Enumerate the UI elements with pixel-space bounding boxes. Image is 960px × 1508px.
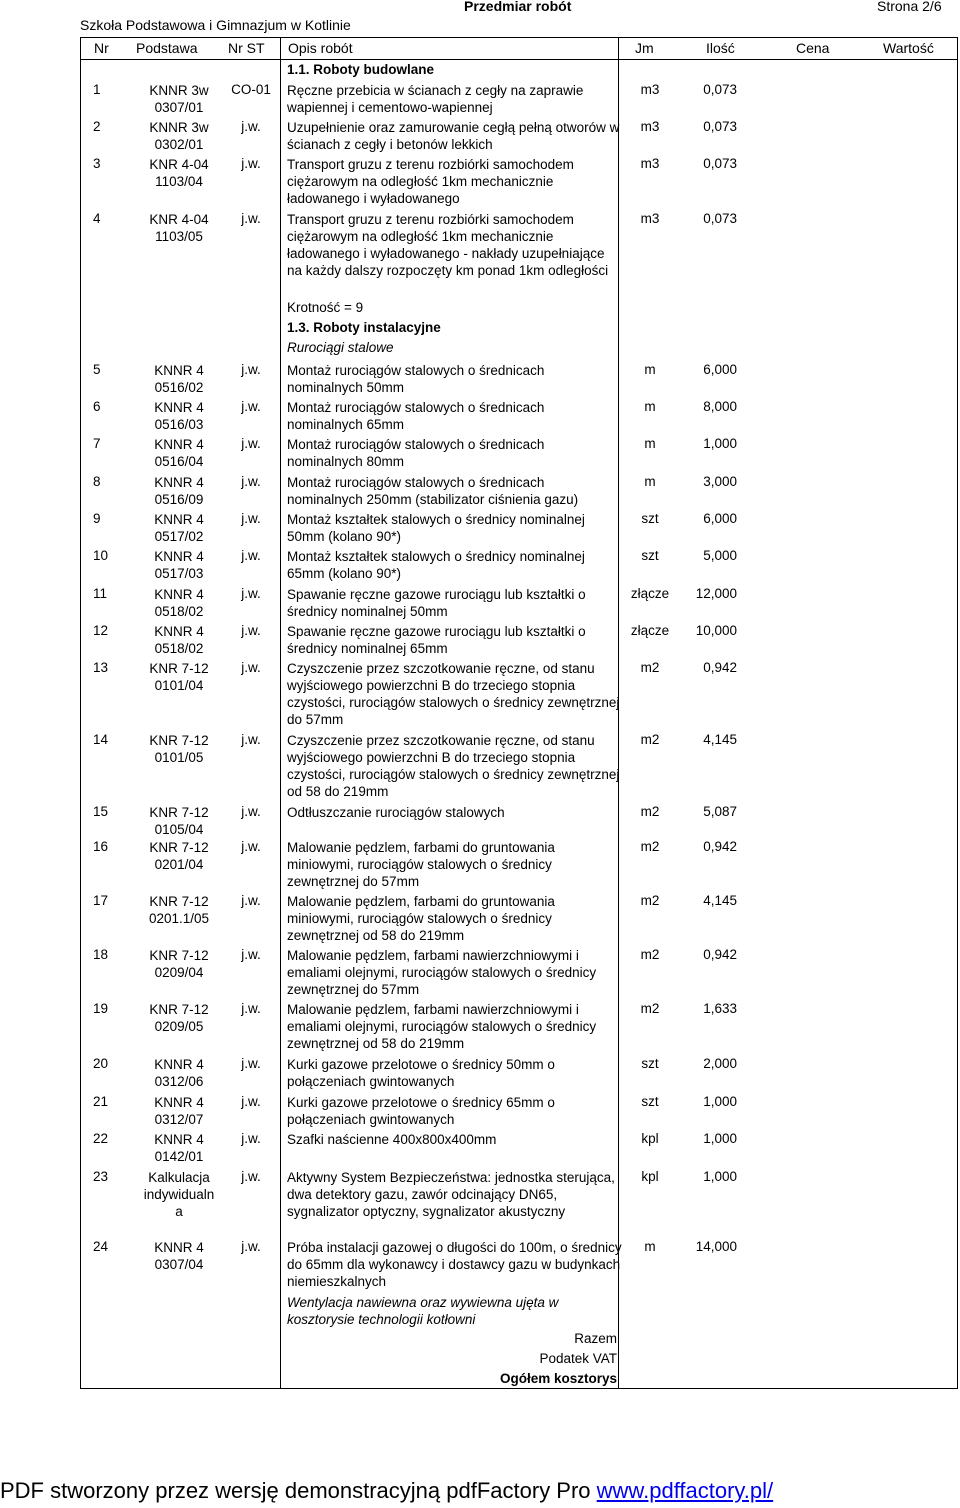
item-unit: m <box>644 436 656 451</box>
item-description: Spawanie ręczne gazowe rurociągu lub kształtki o średnicy nominalnej 50mm <box>287 587 586 619</box>
vat-label: Podatek VAT <box>539 1351 617 1366</box>
item-spec-number: j.w. <box>241 1056 261 1071</box>
item-spec-number: j.w. <box>241 839 261 854</box>
item-number: 9 <box>93 511 101 526</box>
item-number: 15 <box>93 804 109 819</box>
item-spec-number: j.w. <box>241 804 261 819</box>
item-spec-number: j.w. <box>241 1239 261 1254</box>
item-spec-number: j.w. <box>241 474 261 489</box>
item-description: Malowanie pędzlem, farbami nawierzchniowymi i emaliami olejnymi, rurociągów stalowych o średnicy zewnętrznej do 57mm <box>287 948 597 997</box>
item-description: Ręczne przebicia w ścianach z cegły na zaprawie wapiennej i cementowo-wapiennej <box>287 83 584 115</box>
item-quantity: 4,145 <box>703 893 737 908</box>
item-basis: KNR 7-12 0101/04 <box>149 661 209 693</box>
item-number: 24 <box>93 1239 109 1254</box>
item-quantity: 5,087 <box>703 804 737 819</box>
item-number: 14 <box>93 732 109 747</box>
item-unit: m2 <box>640 947 660 962</box>
item-description: Transport gruzu z terenu rozbiórki samochodem ciężarowym na odległość 1km mechanicznie ładowanego i wyładowanego <box>287 157 574 206</box>
item-number: 21 <box>93 1094 109 1109</box>
col-header-podstawa: Podstawa <box>136 40 198 56</box>
item-spec-number: j.w. <box>241 511 261 526</box>
item-description: Kurki gazowe przelotowe o średnicy 50mm o połączeniach gwintowanych <box>287 1057 555 1089</box>
note-text: Wentylacja nawiewna oraz wywiewna ujęta w kosztorysie technologii kotłowni <box>287 1295 559 1327</box>
item-quantity: 0,942 <box>703 660 737 675</box>
item-quantity: 4,145 <box>703 732 737 747</box>
item-unit: szt <box>641 511 659 526</box>
item-description: Montaż rurociągów stalowych o średnicach nominalnych 65mm <box>287 400 545 432</box>
item-basis: KNR 4-04 1103/04 <box>149 157 209 189</box>
col-header-opis: Opis robót <box>288 40 353 56</box>
item-unit: m <box>644 1239 656 1254</box>
item-number: 6 <box>93 399 101 414</box>
item-number: 7 <box>93 436 101 451</box>
item-number: 8 <box>93 474 101 489</box>
item-basis: KNNR 4 0312/06 <box>154 1057 204 1089</box>
item-description: Spawanie ręczne gazowe rurociągu lub kształtki o średnicy nominalnej 65mm <box>287 624 586 656</box>
multiplier-text: Krotność = 9 <box>287 300 364 315</box>
document-title: Przedmiar robót <box>464 0 572 14</box>
item-unit: złącze <box>630 623 670 638</box>
item-unit: szt <box>641 1094 659 1109</box>
item-spec-number: j.w. <box>241 436 261 451</box>
item-spec-number: CO-01 <box>231 82 271 97</box>
col-header-nr: Nr <box>94 40 109 56</box>
item-quantity: 6,000 <box>703 511 737 526</box>
item-quantity: 3,000 <box>703 474 737 489</box>
item-spec-number: j.w. <box>241 1094 261 1109</box>
item-unit: złącze <box>630 586 670 601</box>
item-number: 5 <box>93 362 101 377</box>
item-quantity: 8,000 <box>703 399 737 414</box>
item-description: Malowanie pędzlem, farbami do gruntowania miniowymi, rurociągów stalowych o średnicy zewnętrznej od 58 do 219mm <box>287 894 555 943</box>
item-spec-number: j.w. <box>241 1131 261 1146</box>
item-number: 4 <box>93 211 101 226</box>
item-basis: KNR 7-12 0209/04 <box>149 948 209 980</box>
item-unit: m2 <box>640 804 660 819</box>
item-unit: m3 <box>640 211 660 226</box>
item-basis: KNR 7-12 0101/05 <box>149 733 209 765</box>
item-quantity: 0,073 <box>703 82 737 97</box>
item-description: Montaż rurociągów stalowych o średnicach nominalnych 80mm <box>287 437 545 469</box>
item-description: Szafki naścienne 400x800x400mm <box>287 1132 497 1147</box>
item-basis: KNNR 4 0516/09 <box>154 475 204 507</box>
header-divider <box>81 59 957 60</box>
item-quantity: 5,000 <box>703 548 737 563</box>
item-number: 18 <box>93 947 109 962</box>
item-basis: KNR 7-12 0209/05 <box>149 1002 209 1034</box>
cost-estimate-table <box>80 37 958 1389</box>
item-basis: KNNR 4 0517/03 <box>154 549 204 581</box>
item-basis: KNNR 4 0307/04 <box>154 1240 204 1272</box>
item-description: Czyszczenie przez szczotkowanie ręczne, od stanu wyjściowego powierzchni B do trzeciego stopnia czystości, rurociągów stalowych o średnicy zewnętrznej do 57mm <box>287 661 620 727</box>
item-quantity: 1,633 <box>703 1001 737 1016</box>
item-spec-number: j.w. <box>241 156 261 171</box>
item-description: Uzupełnienie oraz zamurowanie cegłą pełną otworów w ścianach z cegły i betonów lekkich <box>287 120 620 152</box>
item-basis: KNNR 4 0516/02 <box>154 363 204 395</box>
col-header-wartosc: Wartość <box>883 40 934 56</box>
item-number: 22 <box>93 1131 109 1146</box>
item-basis: KNNR 3w 0307/01 <box>149 83 209 115</box>
page-number: Strona 2/6 <box>877 0 942 14</box>
footer-link[interactable]: www.pdffactory.pl/ <box>596 1478 774 1503</box>
item-unit: szt <box>641 548 659 563</box>
item-basis: KNNR 4 0312/07 <box>154 1095 204 1127</box>
item-unit: m2 <box>640 839 660 854</box>
item-basis: KNNR 4 0517/02 <box>154 512 204 544</box>
item-quantity: 0,073 <box>703 119 737 134</box>
item-spec-number: j.w. <box>241 586 261 601</box>
item-description: Próba instalacji gazowej o długości do 100m, o średnicy do 65mm dla wykonawcy i dostawcy gazu w budynkach niemieszkalnych <box>287 1240 622 1289</box>
item-description: Odtłuszczanie rurociągów stalowych <box>287 805 505 820</box>
col-header-jm: Jm <box>635 40 654 56</box>
item-description: Malowanie pędzlem, farbami nawierzchniowymi i emaliami olejnymi, rurociągów stalowych o średnicy zewnętrznej od 58 do 219mm <box>287 1002 597 1051</box>
item-unit: m2 <box>640 893 660 908</box>
item-description: Montaż rurociągów stalowych o średnicach nominalnych 50mm <box>287 363 545 395</box>
item-basis: KNR 7-12 0201/04 <box>149 840 209 872</box>
item-unit: kpl <box>641 1169 659 1184</box>
item-quantity: 1,000 <box>703 1094 737 1109</box>
item-unit: m3 <box>640 119 660 134</box>
item-description: Montaż rurociągów stalowych o średnicach nominalnych 250mm (stabilizator ciśnienia gazu) <box>287 475 579 507</box>
item-unit: kpl <box>641 1131 659 1146</box>
item-unit: m2 <box>640 732 660 747</box>
subsection-title: Rurociągi stalowe <box>287 340 394 355</box>
item-number: 16 <box>93 839 109 854</box>
item-basis: KNR 4-04 1103/05 <box>149 212 209 244</box>
item-unit: m2 <box>640 1001 660 1016</box>
item-unit: m3 <box>640 82 660 97</box>
col-header-nr-st: Nr ST <box>228 40 265 56</box>
footer-text: PDF stworzony przez wersję demonstracyjną pdfFactory Pro <box>0 1478 597 1503</box>
item-quantity: 12,000 <box>695 586 737 601</box>
item-basis: KNNR 4 0516/03 <box>154 400 204 432</box>
item-spec-number: j.w. <box>241 732 261 747</box>
item-basis: Kalkulacja indywidualn a <box>143 1170 215 1219</box>
item-unit: m2 <box>640 660 660 675</box>
item-unit: m3 <box>640 156 660 171</box>
item-basis: KNNR 4 0516/04 <box>154 437 204 469</box>
item-spec-number: j.w. <box>241 893 261 908</box>
item-number: 12 <box>93 623 109 638</box>
school-name: Szkoła Podstawowa i Gimnazjum w Kotlinie <box>80 17 351 33</box>
item-number: 23 <box>93 1169 109 1184</box>
sum-label: Razem <box>574 1331 617 1346</box>
item-basis: KNR 7-12 0201.1/05 <box>148 894 210 926</box>
item-basis: KNNR 4 0518/02 <box>154 624 204 656</box>
item-spec-number: j.w. <box>241 623 261 638</box>
item-quantity: 1,000 <box>703 1169 737 1184</box>
item-unit: m <box>644 474 656 489</box>
total-label: Ogółem kosztorys <box>499 1371 617 1386</box>
item-spec-number: j.w. <box>241 947 261 962</box>
item-number: 3 <box>93 156 101 171</box>
item-spec-number: j.w. <box>241 660 261 675</box>
item-quantity: 0,942 <box>703 947 737 962</box>
item-description: Czyszczenie przez szczotkowanie ręczne, od stanu wyjściowego powierzchni B do trzeciego stopnia czystości, rurociągów stalowych o średnicy zewnętrznej od 58 do 219mm <box>287 733 620 799</box>
item-quantity: 1,000 <box>703 436 737 451</box>
item-basis: KNNR 4 0518/02 <box>154 587 204 619</box>
item-description: Montaż kształtek stalowych o średnicy nominalnej 65mm (kolano 90*) <box>287 549 585 581</box>
item-quantity: 2,000 <box>703 1056 737 1071</box>
item-quantity: 10,000 <box>695 623 737 638</box>
section-title: 1.3. Roboty instalacyjne <box>287 320 441 335</box>
item-unit: m <box>644 399 656 414</box>
item-spec-number: j.w. <box>241 548 261 563</box>
item-description: Malowanie pędzlem, farbami do gruntowania miniowymi, rurociągów stalowych o średnicy zewnętrznej do 57mm <box>287 840 555 889</box>
item-basis: KNR 7-12 0105/04 <box>149 805 209 837</box>
item-number: 2 <box>93 119 101 134</box>
item-number: 13 <box>93 660 109 675</box>
item-quantity: 0,942 <box>703 839 737 854</box>
item-number: 11 <box>93 586 108 601</box>
item-quantity: 1,000 <box>703 1131 737 1146</box>
item-quantity: 0,073 <box>703 156 737 171</box>
col-header-cena: Cena <box>796 40 830 56</box>
column-divider <box>280 38 281 1388</box>
item-number: 1 <box>93 82 101 97</box>
item-description: Montaż kształtek stalowych o średnicy nominalnej 50mm (kolano 90*) <box>287 512 585 544</box>
item-spec-number: j.w. <box>241 1001 261 1016</box>
item-spec-number: j.w. <box>241 362 261 377</box>
item-quantity: 14,000 <box>695 1239 737 1254</box>
item-quantity: 6,000 <box>703 362 737 377</box>
item-spec-number: j.w. <box>241 399 261 414</box>
item-number: 17 <box>93 893 109 908</box>
item-description: Kurki gazowe przelotowe o średnicy 65mm o połączeniach gwintowanych <box>287 1095 555 1127</box>
item-number: 19 <box>93 1001 109 1016</box>
item-number: 10 <box>93 548 109 563</box>
section-title: 1.1. Roboty budowlane <box>287 62 435 77</box>
item-number: 20 <box>93 1056 109 1071</box>
item-basis: KNNR 3w 0302/01 <box>149 120 209 152</box>
item-description: Aktywny System Bezpieczeństwa: jednostka sterująca, dwa detektory gazu, zawór odcinający DN65, sygnalizator optyczny, sygnalizator akustyczny <box>287 1170 615 1219</box>
item-description: Transport gruzu z terenu rozbiórki samochodem ciężarowym na odległość 1km mechanicznie ładowanego i wyładowanego - nakłady uzupełniające na każdy dalszy rozpoczęty km ponad 1km odległości <box>287 212 609 278</box>
col-header-ilosc: Ilość <box>706 40 735 56</box>
item-unit: m <box>644 362 656 377</box>
footer-watermark <box>0 1478 773 1504</box>
item-spec-number: j.w. <box>241 1169 261 1184</box>
item-spec-number: j.w. <box>241 211 261 226</box>
item-spec-number: j.w. <box>241 119 261 134</box>
item-quantity: 0,073 <box>703 211 737 226</box>
item-basis: KNNR 4 0142/01 <box>154 1132 204 1164</box>
item-unit: szt <box>641 1056 659 1071</box>
